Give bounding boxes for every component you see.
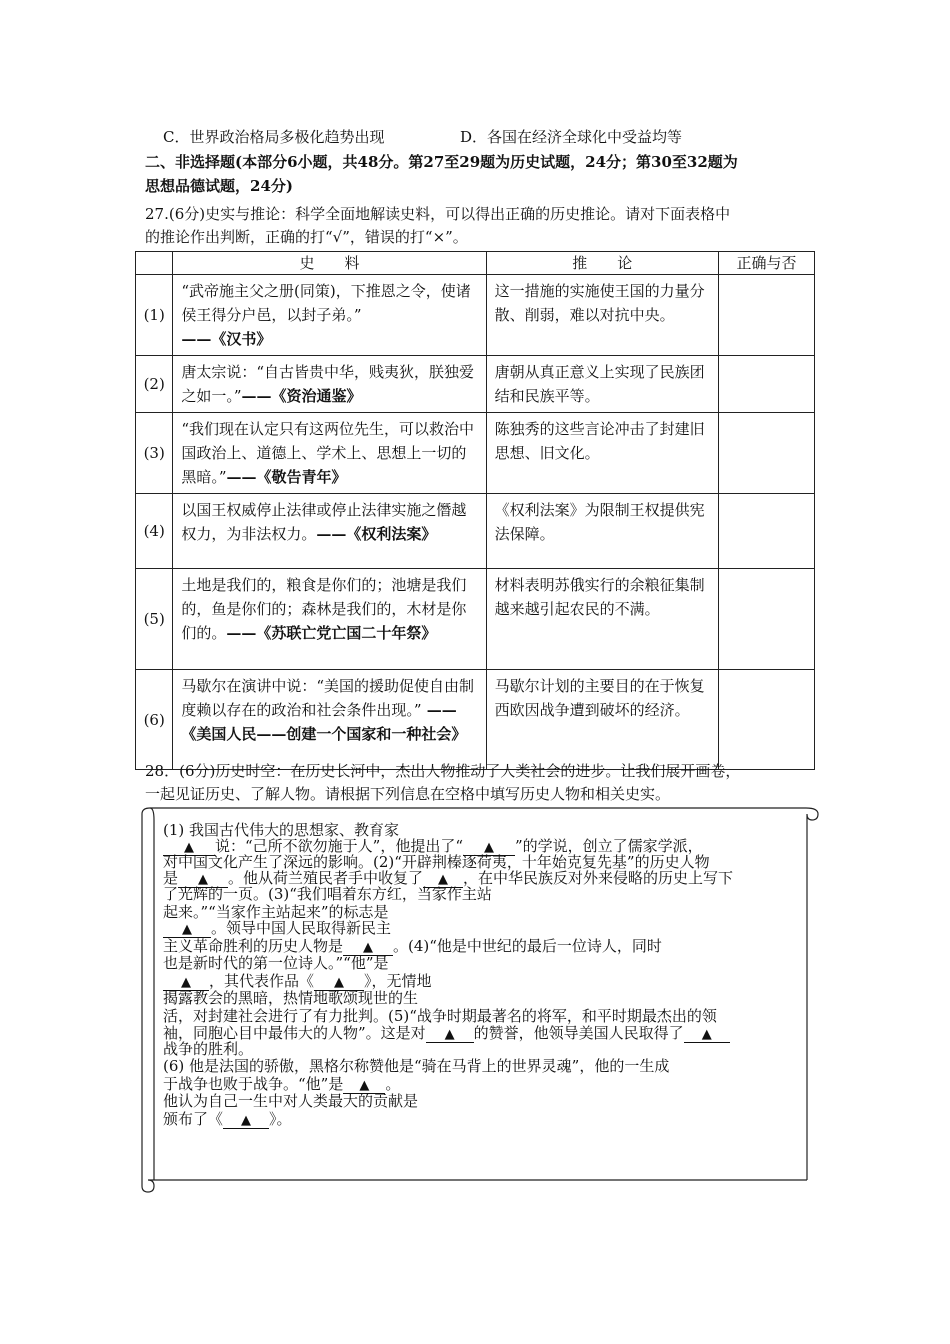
q28-text-6: 起来。”“当家作主站起来”的标志是 [163,903,389,921]
q28-intro-line2: 一起见证历史、了解人物。请根据下列信息在空格中填写历史人物和相关史实。 [145,785,671,803]
text-seg: 主义革命胜利的历史人物是 [163,937,344,955]
source-text: 土地是我们的，粮食是你们的；池塘是我们的，鱼是你们的；森林是我们的，木材是你们的。 [181,576,467,642]
header-inference: 推 论 [486,252,718,275]
header-num [136,252,173,275]
text-seg: 的赞誉，他领导美国人民取得了 [473,1024,684,1042]
table-header-row [136,252,815,275]
text-seg: 。 [385,1075,401,1093]
table-row [136,413,815,494]
row-source [173,494,486,569]
q27-intro-line2: 的推论作出判断，正确的打“√”，错误的打“×”。 [145,228,468,246]
judgment-cell[interactable] [718,494,814,569]
header-judgment: 正确与否 [718,252,814,275]
source-ref: ——《苏联亡党亡国二十年祭》 [226,624,437,642]
q28-intro-line1: 28．(6分)历史时空：在历史长河中，杰出人物推动了人类社会的进步。让我们展开画卷， [145,762,741,780]
row-number: (6) [136,670,173,770]
text-seg: ，在中华民族反对外来侵略的历史上写下 [463,869,734,887]
answer-blank[interactable]: ▲ [343,1079,385,1094]
text-seg: 》。 [269,1110,292,1128]
q28-text-17: 他认为自己一生中对人类最大的贡献是 [163,1092,419,1110]
answer-blank[interactable]: ▲ [343,941,393,956]
q28-text-14: 战争的胜利。 [163,1040,254,1058]
q28-text-5: 了光辉的一页。(3)“我们唱着东方红，当家作主站 [163,885,492,903]
row-inference: 这一措施的实施使王国的力量分散、削弱，难以对抗中央。 [486,275,718,356]
row-source [173,413,486,494]
row-source [173,275,486,356]
text-seg: 颁布了《 [163,1110,224,1128]
table-row [136,494,815,569]
answer-blank[interactable]: ▲ [163,841,215,856]
judgment-cell[interactable] [718,413,814,494]
option-c: C．世界政治格局多极化趋势出现 [163,128,385,146]
source-ref: ——《权利法案》 [316,525,437,543]
q27-intro-line1: 27.(6分)史实与推论：科学全面地解读史料，可以得出正确的历史推论。请对下面表格中 [145,205,731,223]
source-text: “武帝施主父之册(同策)，下推恩之令，使诸侯王得分户邑，以封子弟。” [181,282,471,324]
text-seg: 袖，同胞心目中最伟大的人物”。这是对 [163,1024,426,1042]
row-inference: 《权利法案》为限制王权提供宪法保障。 [486,494,718,569]
table-row [136,569,815,670]
judgment-cell[interactable] [718,356,814,413]
text-seg: 于战争也败于战争。“他”是 [163,1075,344,1093]
row-source [173,670,486,770]
judgment-cell[interactable] [718,275,814,356]
row-number: (2) [136,356,173,413]
text-seg: ，其代表作品《 [209,972,315,990]
source-ref: ——《美国人民——创建一个国家和一种社会》 [181,701,467,743]
source-ref: ——《资治通鉴》 [241,387,362,405]
row-inference: 陈独秀的这些言论冲击了封建旧思想、旧文化。 [486,413,718,494]
text-seg: ”的学说，创立了儒家学派， [515,837,703,855]
table-row [136,670,815,770]
q28-text-9: 也是新时代的第一位诗人。”“他”是 [163,954,389,972]
q28-text-15: (6) 他是法国的骄傲，黑格尔称赞他是“骑在马背上的世界灵魂”，他的一生成 [163,1057,670,1075]
header-source: 史 料 [173,252,486,275]
source-text: 马歇尔在演讲中说：“美国的援助促使自由制度赖以存在的政治和社会条件出现。” [181,677,475,719]
section2-line2: 思想品德试题，24分) [145,177,293,195]
row-number: (1) [136,275,173,356]
judgment-cell[interactable] [718,569,814,670]
text-seg: 》，无情地 [364,972,432,990]
row-source [173,356,486,413]
answer-blank[interactable]: ▲ [463,841,515,856]
answer-blank[interactable]: ▲ [426,1028,474,1043]
row-inference: 材料表明苏俄实行的余粮征集制越来越引起农民的不满。 [486,569,718,670]
table-row [136,275,815,356]
source-ref: ——《汉书》 [181,330,272,348]
section2-line1: 二、非选择题(本部分6小题，共48分。第27至29题为历史试题，24分；第30至32题为 [145,153,738,171]
row-source [173,569,486,670]
source-ref: ——《敬告青年》 [226,468,347,486]
answer-blank[interactable]: ▲ [223,1114,269,1129]
text-seg: 。(4)“他是中世纪的最后一位诗人，同时 [393,937,662,955]
row-inference: 唐朝从真正意义上实现了民族团结和民族平等。 [486,356,718,413]
answer-blank[interactable]: ▲ [423,873,463,888]
source-text: 唐太宗说：“自古皆贵中华，贱夷狄，朕独爱之如一。” [181,363,475,405]
q28-text-11: 揭露教会的黑暗，热情地歌颂现世的生 [163,989,419,1007]
answer-blank[interactable]: ▲ [163,976,209,991]
source-text: 以国王权威停止法律或停止法律实施之僭越权力，为非法权力。 [181,501,467,543]
q28-text-12: 活，对封建社会进行了有力批判。(5)“战争时期最著名的将军，和平时期最杰出的领 [163,1007,717,1025]
table-row [136,356,815,413]
row-number: (4) [136,494,173,569]
q28-text-3: 对中国文化产生了深远的影响。(2)“开辟荆榛逐荷夷，十年始克复先基”的历史人物 [163,853,710,871]
answer-blank[interactable]: ▲ [178,873,228,888]
row-number: (3) [136,413,173,494]
row-number: (5) [136,569,173,670]
row-inference: 马歇尔计划的主要目的在于恢复西欧因战争遭到破坏的经济。 [486,670,718,770]
source-text: “我们现在认定只有这两位先生，可以救治中国政治上、道德上、学术上、思想上一切的黑暗。” [181,420,475,486]
q28-text-7 [163,920,391,938]
answer-blank[interactable]: ▲ [163,923,211,938]
answer-blank[interactable]: ▲ [684,1028,730,1043]
text-seg: 说：“己所不欲勿施于人”，他提出了“ [215,837,464,855]
q28-text-1: (1) 我国古代伟大的思想家、教育家 [163,821,400,839]
q27-table [135,251,815,770]
text-seg: 。领导中国人民取得新民主 [211,919,392,937]
text-seg: 。他从荷兰殖民者手中收复了 [228,869,424,887]
answer-blank[interactable]: ▲ [314,976,364,991]
text-seg: 是 [163,869,179,887]
q28-text-18 [163,1111,292,1129]
judgment-cell[interactable] [718,670,814,770]
option-d: D．各国在经济全球化中受益均等 [460,128,683,146]
